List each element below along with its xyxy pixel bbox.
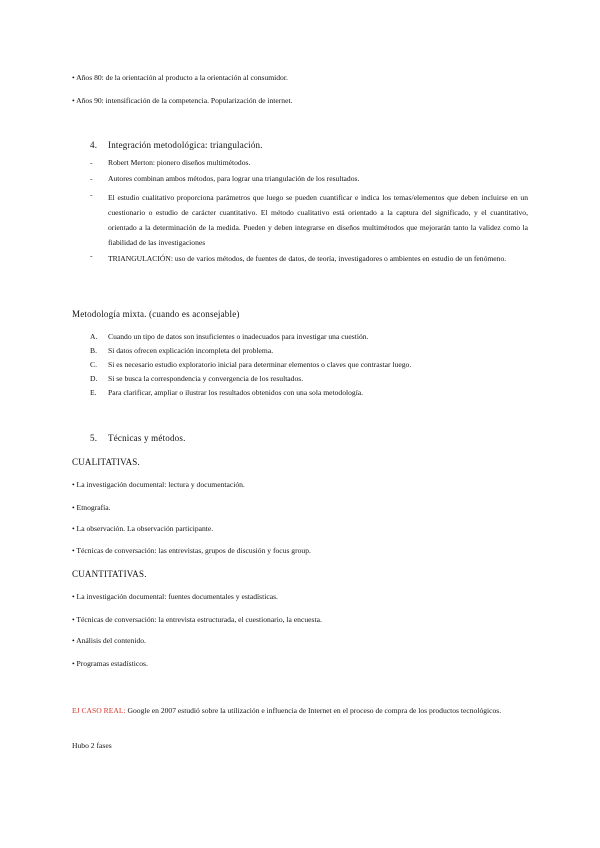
section4-item-marker: - <box>90 174 93 183</box>
section4-item-marker: - <box>90 251 93 260</box>
section5-number: 5. <box>90 433 98 443</box>
real-case-paragraph <box>72 704 528 718</box>
quantitative-item: • Programas estadísticos. <box>72 659 148 668</box>
section4-item-marker: - <box>90 158 93 167</box>
section4-number: 4. <box>90 140 98 150</box>
real-case-label: EJ CASO REAL: <box>72 706 126 715</box>
mixed-item-letter: D. <box>90 374 98 383</box>
section5-title: Técnicas y métodos. <box>108 433 186 443</box>
mixed-item-letter: C. <box>90 360 97 369</box>
section4-title: Integración metodológica: triangulación. <box>108 140 263 150</box>
intro-bullet-90s: • Años 90: intensificación de la competencia. Popularización de internet. <box>72 96 293 105</box>
qualitative-item: • La investigación documental: lectura y documentación. <box>72 480 245 489</box>
quantitative-item: • Técnicas de conversación: la entrevista estructurada, el cuestionario, la encuesta. <box>72 615 322 624</box>
mixed-item-letter: E. <box>90 388 97 397</box>
qualitative-title: CUALITATIVAS. <box>72 457 140 467</box>
mixed-item-d: Si se busca la correspondencia y convergencia de los resultados. <box>108 374 304 383</box>
mixed-item-letter: B. <box>90 346 97 355</box>
mixed-item-a: Cuando un tipo de datos son insuficientes o inadecuados para investigar una cuestión. <box>108 332 369 341</box>
section4-item-triangulacion: TRIANGULACIÓN: uso de varios métodos, de fuentes de datos, de teoría, investigadores o ambientes en estudio de un fenómeno. <box>108 254 507 263</box>
intro-bullet-80s: • Años 80: de la orientación al producto a la orientación al consumidor. <box>72 73 288 82</box>
section4-item-estudio-cualitativo: El estudio cualitativo proporciona parámetros que luego se pueden cuantificar e indica los temas/elementos que deben incluirse en un cuestionario o estudio de carácter cuantitativo. El método cualitativo está orientado a la captura del significado, y el cuantitativo, orientado a la determinación de la medida. Pueden y deben integrarse en diseños multimétodos que mejorarán tanto la validez como la fiabilidad de las investigaciones <box>108 193 528 247</box>
mixed-item-b: Si datos ofrecen explicación incompleta del problema. <box>108 346 274 355</box>
mixed-methodology-title: Metodología mixta. (cuando es aconsejable) <box>72 309 240 319</box>
qualitative-item: • La observación. La observación participante. <box>72 524 214 533</box>
section4-item-autores: Autores combinan ambos métodos, para lograr una triangulación de los resultados. <box>108 174 360 183</box>
qualitative-item: • Técnicas de conversación: las entrevistas, grupos de discusión y focus group. <box>72 546 311 555</box>
quantitative-item: • Análisis del contenido. <box>72 636 146 645</box>
qualitative-item: • Etnografía. <box>72 503 111 512</box>
section4-item-merton: Robert Merton: pionero diseños multimétodos. <box>108 158 251 167</box>
mixed-item-e: Para clarificar, ampliar o ilustrar los resultados obtenidos con una sola metodología. <box>108 388 364 397</box>
quantitative-item: • La investigación documental: fuentes documentales y estadísticas. <box>72 592 278 601</box>
mixed-item-c: Si es necesario estudio exploratorio inicial para determinar elementos o claves que contrastar luego. <box>108 360 412 369</box>
section4-item-marker: - <box>90 190 93 199</box>
real-case-phases: Hubo 2 fases <box>72 741 112 750</box>
quantitative-title: CUANTITATIVAS. <box>72 569 147 579</box>
real-case-text: Google en 2007 estudió sobre la utilización e influencia de Internet en el proceso de compra de los productos tecnológicos. <box>127 706 502 715</box>
mixed-item-letter: A. <box>90 332 98 341</box>
